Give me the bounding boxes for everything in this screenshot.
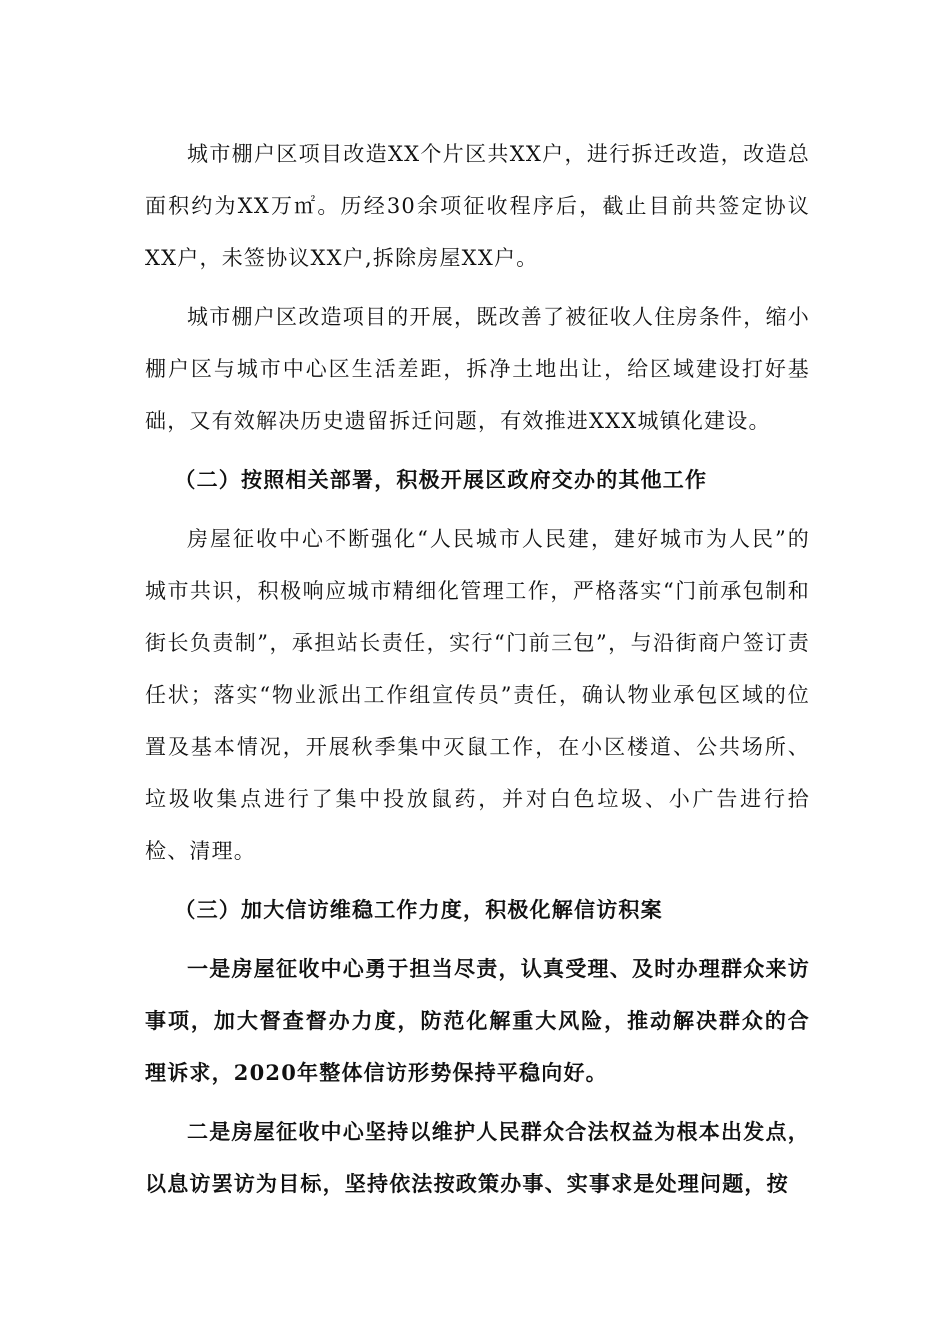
section-heading-3: （三）加大信访维稳工作力度，积极化解信访积案 (174, 897, 663, 922)
document-page (145, 128, 810, 1217)
paragraph-petition-second: 二是房屋征收中心坚持以维护人民群众合法权益为根本出发点，以息访罢访为目标，坚持依法按政策办事、实事求是处理问题，按 (145, 1119, 810, 1196)
paragraph-city-management: 房屋征收中心不断强化“人民城市人民建，建好城市为人民”的城市共识，积极响应城市精细化管理工作，严格落实“门前承包制和街长负责制”，承担站长责任，实行“门前三包”，与沿街商户签订责任状；落实“物业派出工作组宣传员”责任，确认物业承包区域的位置及基本情况，开展秋季集中灭鼠工作，在小区楼道、公共场所、垃圾收集点进行了集中投放鼠药，并对白色垃圾、小广告进行拾检、清理。 (145, 527, 810, 863)
paragraph-project-benefits: 城市棚户区改造项目的开展，既改善了被征收人住房条件，缩小棚户区与城市中心区生活差距，拆净土地出让，给区域建设打好基础，又有效解决历史遗留拆迁问题，有效推进XXX城镇化建设。 (145, 305, 810, 433)
paragraph-project-overview: 城市棚户区项目改造XX个片区共XX户，进行拆迁改造，改造总面积约为XX万㎡。历经30余项征收程序后，截止目前共签定协议XX户，未签协议XX户,拆除房屋XX户。 (145, 142, 810, 270)
section-heading-2: （二）按照相关部署，积极开展区政府交办的其他工作 (174, 467, 708, 492)
paragraph-petition-first: 一是房屋征收中心勇于担当尽责，认真受理、及时办理群众来访事项，加大督查督办力度，防范化解重大风险，推动解决群众的合理诉求，2020年整体信访形势保持平稳向好。 (145, 956, 810, 1085)
